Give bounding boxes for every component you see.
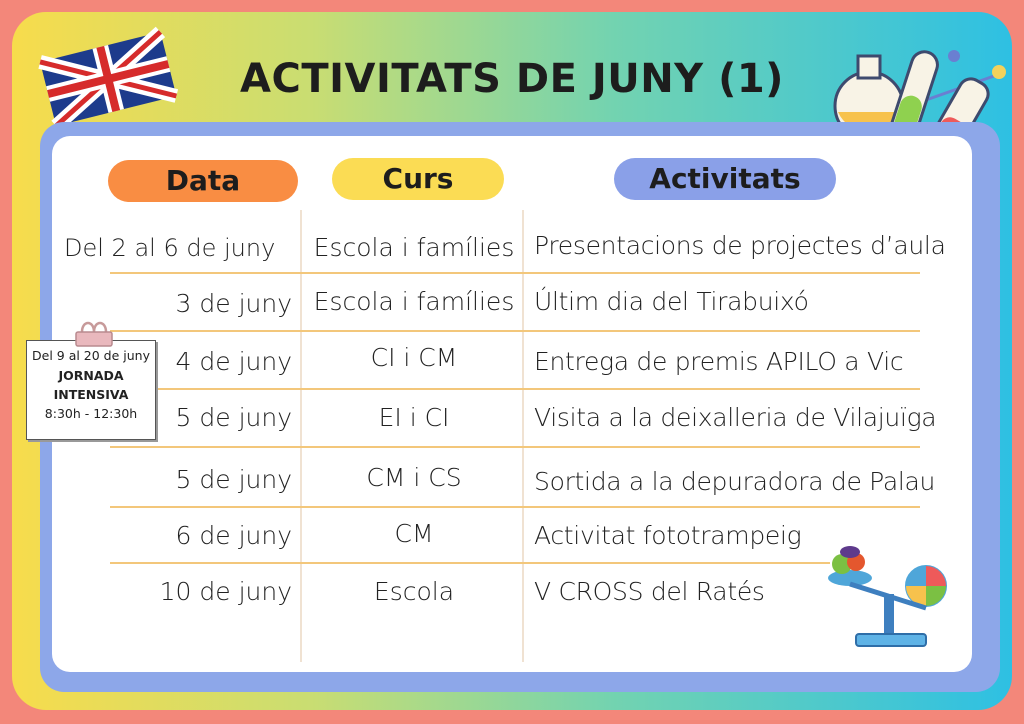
- note-heading-2: INTENSIVA: [53, 387, 129, 402]
- table-cell-activity: Sortida a la depuradora de Palau: [534, 467, 936, 496]
- table-cell-date: 10 de juny: [159, 577, 292, 606]
- table-cell-course: CI i CM: [370, 343, 458, 372]
- table-cell-course: CM: [394, 519, 434, 548]
- note-heading-1: JORNADA: [58, 368, 124, 383]
- table-cell-course: Escola i famílies: [313, 287, 515, 316]
- table-cell-date: 5 de juny: [175, 403, 292, 432]
- table-cell-course: EI i CI: [378, 403, 450, 432]
- table-cell-activity: Entrega de premis APILO a Vic: [534, 347, 904, 376]
- note-dates: Del 9 al 20 de juny: [32, 348, 150, 363]
- row-divider: [110, 506, 920, 508]
- table-cell-date: 3 de juny: [175, 289, 292, 318]
- table-cell-course: Escola i famílies: [313, 233, 515, 262]
- row-divider: [110, 388, 920, 390]
- note-hours: 8:30h - 12:30h: [44, 406, 138, 421]
- table-cell-activity: V CROSS del Ratés: [534, 577, 765, 606]
- table-cell-date: 5 de juny: [175, 465, 292, 494]
- table-cell-course: Escola: [373, 577, 455, 606]
- table-cell-date: Del 2 al 6 de juny: [64, 234, 276, 262]
- header-curs: Curs: [332, 158, 504, 200]
- table-cell-date: 4 de juny: [175, 347, 292, 376]
- intensive-schedule-note: [26, 340, 156, 440]
- table-cell-activity: Presentacions de projectes d’aula: [534, 231, 946, 260]
- page-title: ACTIVITATS DE JUNY (1): [240, 56, 784, 102]
- binder-clip-icon: [72, 318, 116, 350]
- row-divider: [110, 562, 830, 564]
- table-cell-course: CM i CS: [366, 463, 462, 492]
- row-divider: [110, 272, 920, 274]
- table-cell-date: 6 de juny: [175, 521, 292, 550]
- column-divider: [300, 210, 302, 662]
- header-activitats: Activitats: [614, 158, 836, 200]
- header-data: Data: [108, 160, 298, 202]
- balance-scale-food-icon: [826, 534, 956, 660]
- table-cell-activity: Visita a la deixalleria de Vilajuïga: [534, 403, 937, 432]
- table-cell-activity: Últim dia del Tirabuixó: [534, 287, 809, 316]
- union-jack-flag-icon: [28, 24, 188, 132]
- table-cell-activity: Activitat fototrampeig: [534, 521, 802, 550]
- row-divider: [110, 446, 920, 448]
- row-divider: [110, 330, 920, 332]
